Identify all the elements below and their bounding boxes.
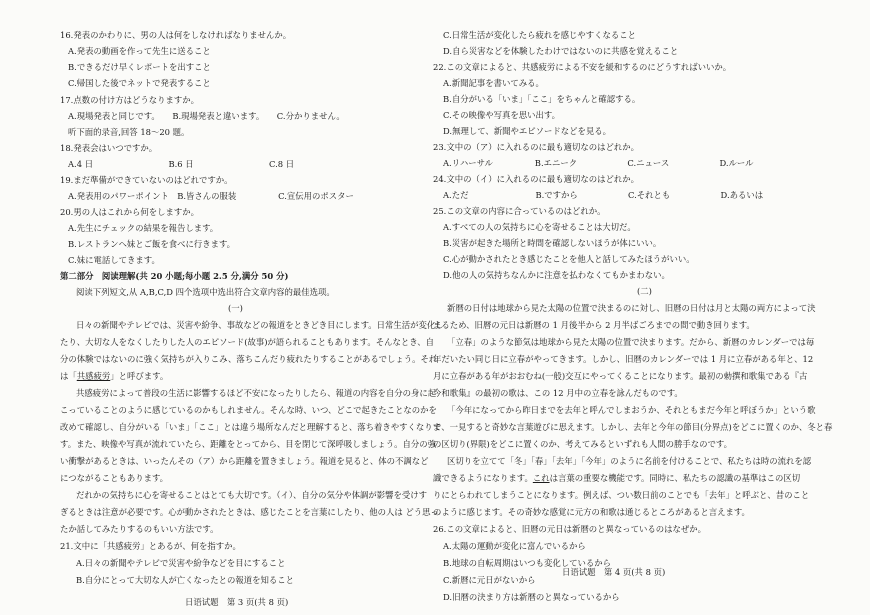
right-q25d: D.他の人の気持ちなんかに注意を払わなくてもかまわない。 (443, 270, 670, 280)
left-q16c: C.帰国した後でネットで発表すること (68, 78, 211, 88)
right-q25c: C.心が動かされたとき感じたことを他人と話してみたほうがいい。 (443, 254, 695, 264)
right-r13: のように感じます。その奇妙な感覚に元方の和歌は通じるところがあると言えます。 (433, 507, 750, 517)
right-r5: 月に立春がある年がおおむね(一般)交互にやってくることになります。最初の勅撰和歌集である『古 (433, 371, 808, 381)
right-r2: まるため、旧暦の元日は新暦の 1 月後半から 2 月半ばごろまでの間で動き回ります。 (433, 320, 755, 330)
left-q17: 17.点数の付け方はどうなりますか。 (60, 95, 199, 105)
right-r11: 識できるようになります。これは言葉の重要な機能です。同時に、私たちの認識の基準はこの区切 (433, 473, 801, 483)
right-page (425, 0, 870, 615)
left-p7: 改めて確認し、自分がいる「いま」「ここ」とは違う場所なんだと理解すると、落ち着きやすくなりま (60, 422, 442, 432)
left-q18: 18.発表会はいつですか。 (60, 143, 158, 153)
right-q26c: C.新暦に元日がないから (443, 575, 536, 585)
left-q20b: B.レストランへ妹とご飯を食べに行きます。 (68, 239, 236, 249)
right-r1: 新暦の日付は地球から見た太陽の位置で決まるのに対し、旧暦の日付は月と太陽の両方によって決 (447, 303, 816, 313)
right-q25a: A.すべての人の気持ちに心を寄せることは大切だ。 (443, 222, 636, 232)
left-p2: たり、大切な人をなくしたりした人のエピソード(故事)が語られることもあります。そんなとき、自 (60, 337, 435, 347)
right-q22d: D.無理して、新聞やエピソードなどを見る。 (443, 126, 612, 136)
right-r7: 「今年になってから昨日までを去年と呼んでしまおうか、それともまだ今年と呼ぼうか」という歌 (447, 405, 816, 415)
right-q25b: B.災害が起きた場所と時間を確認しないほうが体にいい。 (443, 238, 662, 248)
right-q22a: A.新聞記事を書いてみる。 (443, 78, 544, 88)
left-q20c: C.妹に電話してきます。 (68, 255, 160, 265)
right-q21d: D.自ら災害などを体験したわけではないのに共感を覚えること (443, 46, 679, 56)
left-p8: す。また、映像や写真が流れていたら、距離をとってから、目を閉じて深呼吸しましょう。自分の強 (60, 439, 437, 449)
right-q25: 25.この文章の内容に合っているのはどれか。 (433, 206, 606, 216)
left-p9: い衝撃があるときは、いったんその（ア）から距離を置きましょう。報道を見ると、体の不調など (60, 456, 429, 466)
left-q21: 21.文中に「共感疲労」とあるが、何を指すか。 (60, 541, 241, 551)
left-p1: 日々の新聞やテレビでは、災害や紛争、事故などの報道をときどき目にします。日常生活が変化し (76, 320, 444, 330)
left-q21a: A.日々の新聞やテレビで災害や紛争などを目にすること (76, 558, 286, 568)
left-q17opts: A.現場発表と同じです。 B.現場発表と違います。 C.分かりません。 (68, 111, 345, 121)
left-q19: 19.まだ準備ができていないのはどれですか。 (60, 175, 233, 185)
right-r12: りにとらわれてしまうことになります。例えば、つい数日前のことでも「去年」と呼ぶと、昔のこと (433, 490, 810, 500)
left-q20a: A.先生にチェックの結果を報告します。 (68, 223, 219, 233)
left-q16a: A.発表の動画を作って先生に送ること (68, 46, 211, 56)
left-p11: だれかの気持ちに心を寄せることはとても大切です。（イ）、自分の気分や体調が影響を受けす (76, 490, 428, 500)
right-q26d: D.旧暦の決まり方は新暦のと異なっているから (443, 592, 620, 602)
right-sec2: (二) (637, 286, 652, 296)
left-q16: 16.発表のかわりに、男の人は何をしなければなりませんか。 (60, 30, 292, 40)
right-r8: で、一見すると奇妙な言葉遊びに思えます。しかし、去年と今年の節目(分界点)をどこに置くのか、冬と春 (433, 422, 833, 432)
left-p10: につながることもあります。 (60, 473, 169, 483)
right-q23: 23.文中の（ア）に入れるのに最も適切なのはどれか。 (433, 142, 639, 152)
right-r4: 年だいたい同じ日に立春がやってきます。しかし、旧暦のカレンダーでは 1 月に立春がある年と、12 (433, 354, 814, 364)
left-q18intro: 听下面的录音,回答 18～20 题。 (68, 127, 190, 137)
left-p13: たか話してみたりするのもいい方法です。 (60, 524, 219, 534)
right-q26: 26.この文章によると、旧暦の元日は新暦のと異なっているのはなぜか。 (433, 524, 706, 534)
left-part2: 第二部分 阅读理解(共 20 小题;每小题 2.5 分,满分 50 分) (60, 271, 289, 281)
left-q18opts: A.4 日 B.6 日 C.8 日 (68, 159, 295, 169)
right-q24: 24.文中の（イ）に入れるのに最も適切なのはどれか。 (433, 174, 639, 184)
right-q21c: C.日常生活が変化したら疲れを感じやすくなること (443, 30, 637, 40)
left-q20: 20.男の人はこれから何をしますか。 (60, 207, 199, 217)
left-sec1: (一) (228, 303, 243, 313)
right-r9: の区切り(界限)をどこに置くのか、考えてみるといずれも人間の勝手なのです。 (433, 439, 732, 449)
left-page-footer: 日语试题 第 3 页(共 8 页) (185, 597, 289, 607)
left-p6: こっていることのように感じているのかもしれません。そんな時、いつ、どこで起きたことなのかを (60, 405, 437, 415)
left-instr: 阅读下列短文,从 A,B,C,D 四个选项中选出符合文章内容的最佳选项。 (76, 287, 335, 297)
right-q24opts: A.ただ B.ですから C.それとも D.あるいは (443, 190, 764, 200)
right-r6: 今和歌集』の最初の歌は、この 12 月中の立春を詠んだものです。 (433, 388, 683, 398)
left-q21b: B.自分にとって大切な人が亡くなったとの報道を知ること (76, 575, 295, 585)
left-p5: 共感疲労によって普段の生活に影響するほど不安になったりしたら、報道の内容を自分の身に起 (76, 388, 437, 398)
right-r10: 区切りを立てて「冬」「春」「去年」「今年」のように名前を付けることで、私たちは時の流れを認 (447, 456, 812, 466)
right-q22c: C.その映像や写真を思い出す。 (443, 110, 560, 120)
left-p12: ぎるときは注意が必要です。心が動かされたときは、感じたことを言葉にしたり、他の人は どう思っ (60, 507, 439, 517)
right-r3: 「立春」のような節気は地球から見た太陽の位置で決まります。だから、新暦のカレンダーでは毎 (447, 337, 815, 347)
right-q26a: A.太陽の運動が変化に富んでいるから (443, 541, 586, 551)
left-p3: 分の体験ではないのに強く気持ちが入りこみ、落ちこんだり疲れたりすることがあるでしょう。それ (60, 354, 438, 364)
right-q26b: B.地球の自転周期はいつも変化しているから (443, 558, 611, 568)
right-q23opts: A.リハーサル B.エニーク C.ニュース D.ルール (443, 158, 754, 168)
left-q19opts: A.発表用のパワーポイント B.皆さんの服装 C.宣伝用のポスター (68, 191, 354, 201)
right-page-footer: 日语试题 第 4 页(共 8 页) (562, 567, 666, 577)
right-q22: 22.この文章によると、共感疲労による不安を緩和するのにどうすればいいか。 (433, 62, 732, 72)
left-q16b: B.できるだけ早くレポートを出すこと (68, 62, 211, 72)
right-q22b: B.自分がいる「いま」「ここ」をちゃんと確認する。 (443, 94, 641, 104)
left-p4: は「共感疲労」と呼びます。 (60, 371, 169, 381)
